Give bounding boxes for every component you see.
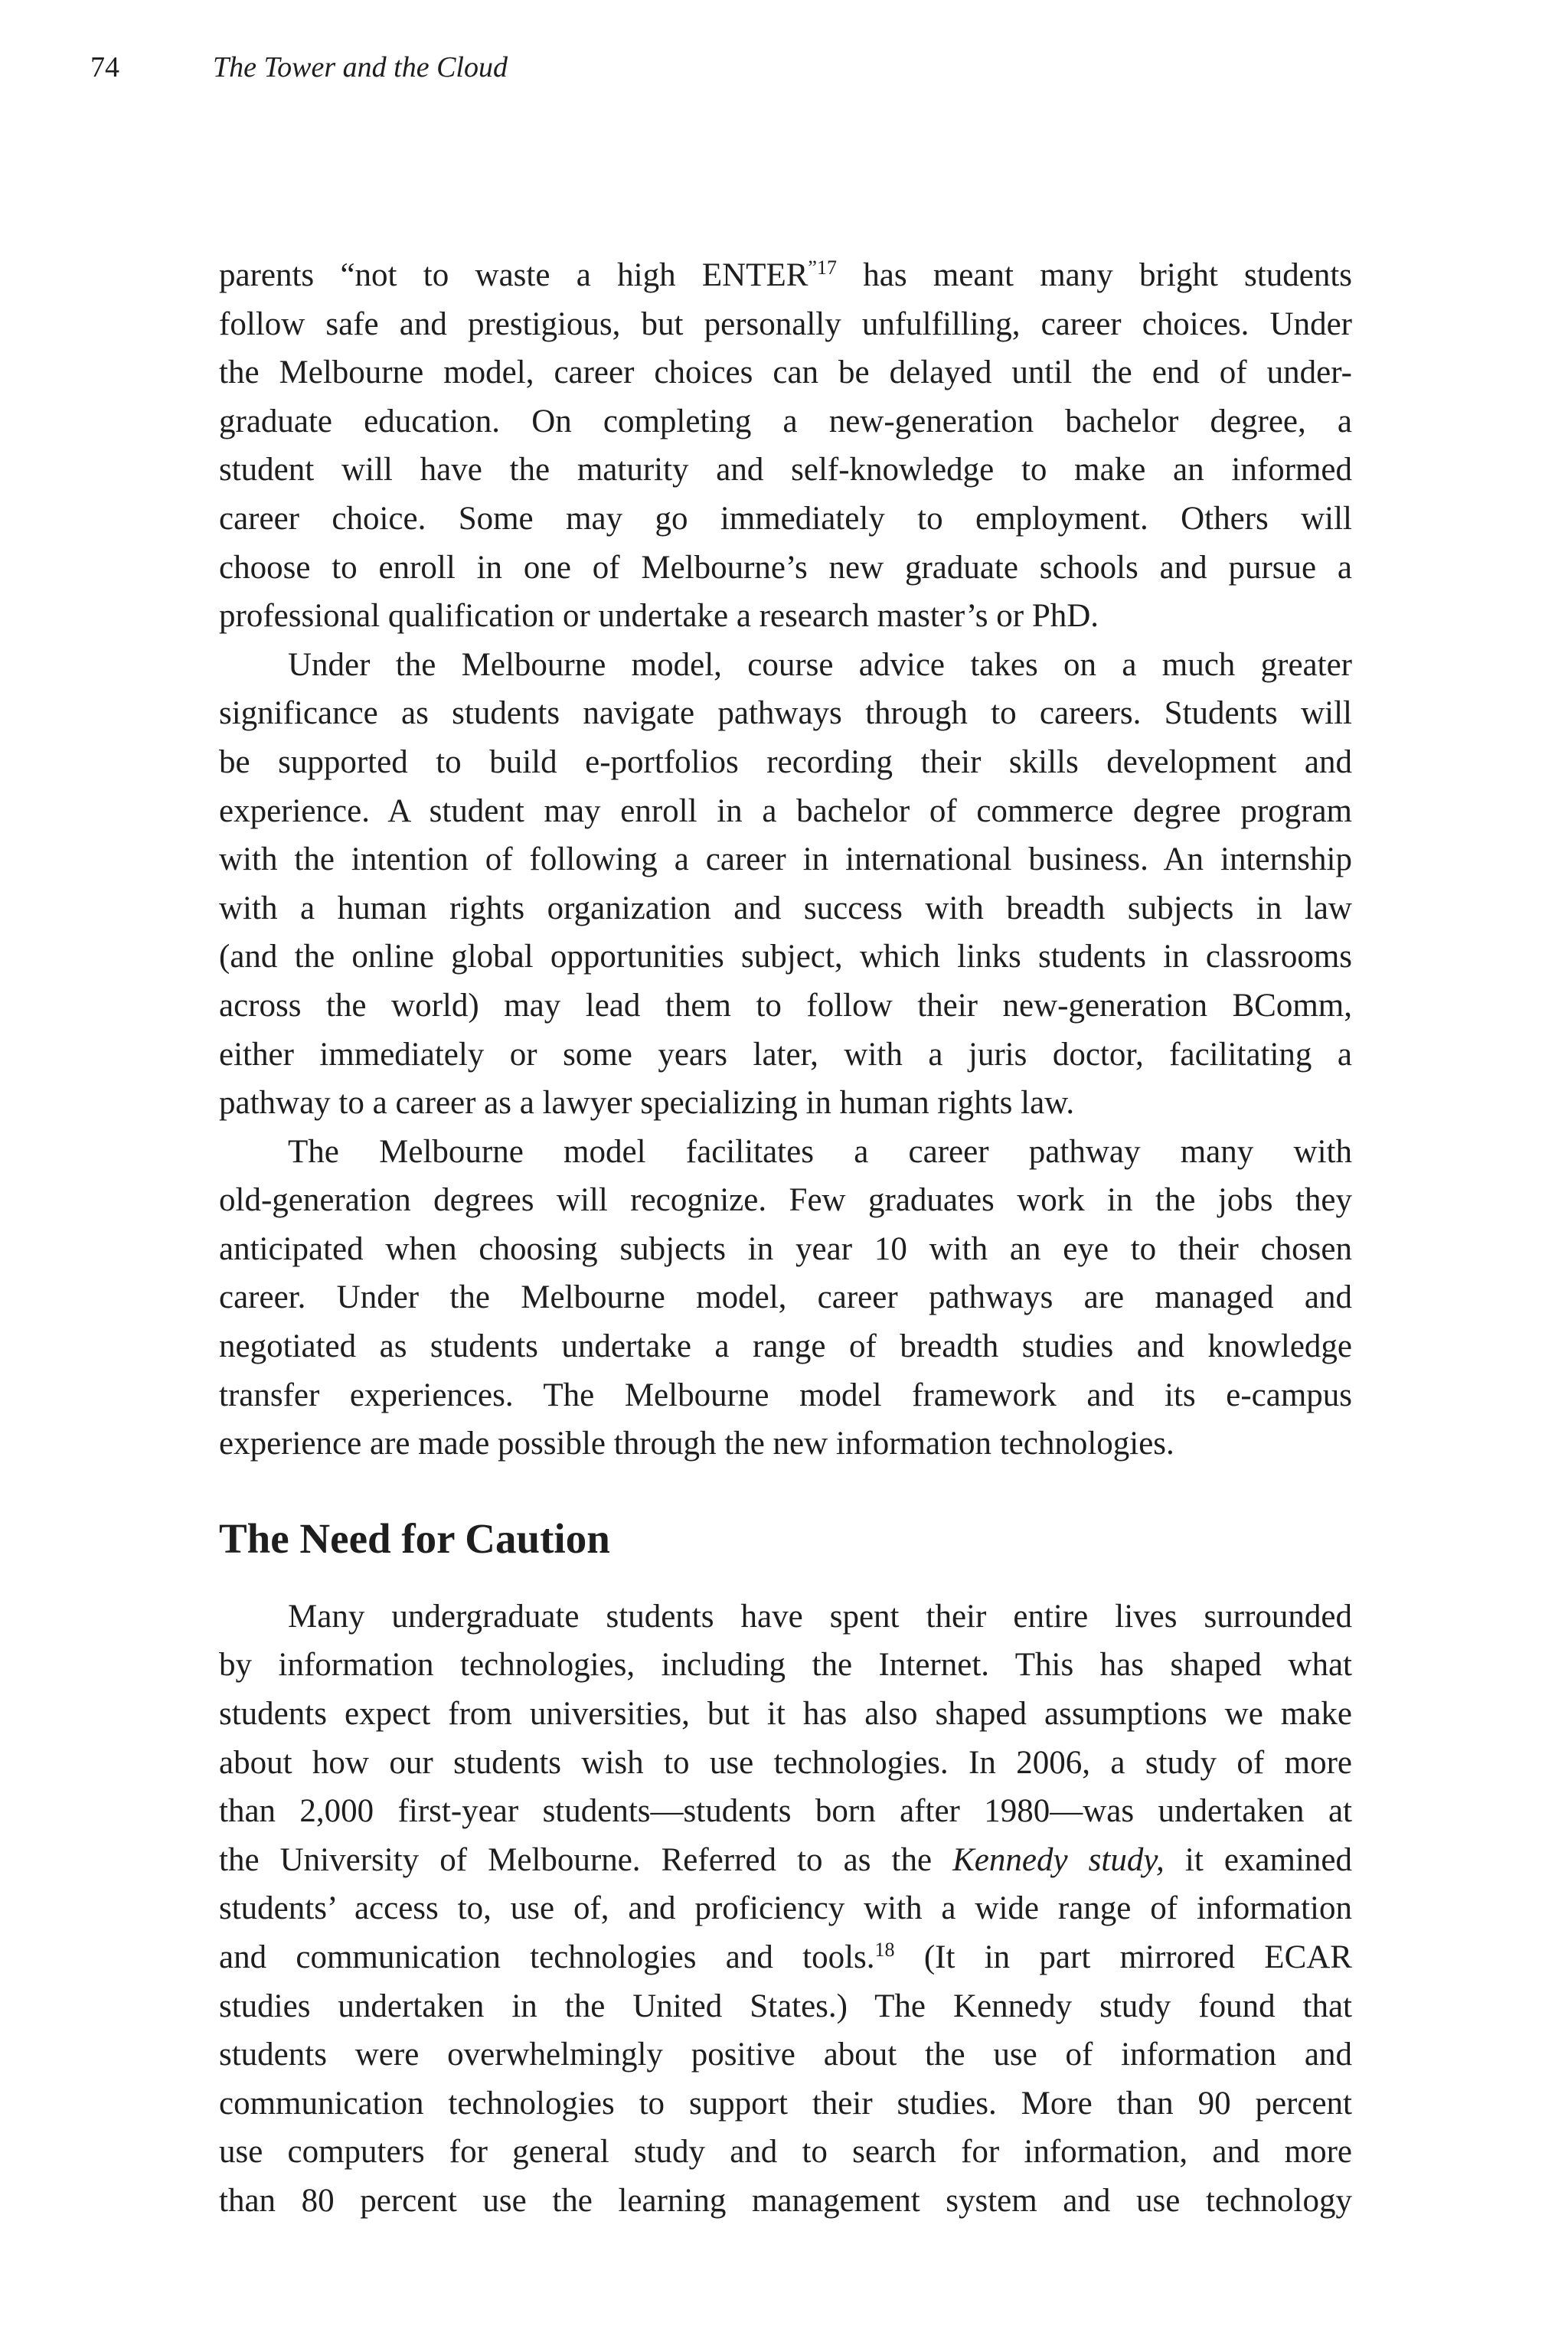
text-line: experience. A student may enroll in a bachelor of commerce degree program [219,792,1352,829]
text-line: choose to enroll in one of Melbourne’s new graduate schools and pursue a [219,549,1352,586]
text-line [219,251,1352,300]
text-line: student will have the maturity and self-knowledge to make an informed [219,452,1352,488]
text-line: than 2,000 first-year students—students born after 1980—was undertaken at [219,1793,1352,1830]
footnote-ref-18: 18 [874,1939,895,1961]
text-line: negotiated as students undertake a range of breadth studies and knowledge [219,1328,1352,1365]
text-line: be supported to build e-portfolios recording their skills development and [219,743,1352,780]
text-line: with a human rights organization and success with breadth subjects in law [219,890,1352,926]
paragraph-2 [219,641,1352,1128]
text-line: career. Under the Melbourne model, career pathways are managed and [219,1279,1352,1316]
text-span: and communication technologies and tools. [219,1939,875,1975]
text-line: than 80 percent use the learning management system and use technology [219,2182,1352,2219]
body-text [219,251,1352,2226]
footnote-ref-17: ”17 [808,256,837,279]
text-span: parents “not to waste a high ENTER [219,257,808,293]
text-line: studies undertaken in the United States.) The Kennedy study found that [219,1988,1352,2024]
page-number: 74 [90,51,119,83]
text-span: the University of Melbourne. Referred to as the [219,1841,953,1878]
text-line: transfer experiences. The Melbourne model framework and its e-campus [219,1377,1352,1413]
text-line: (and the online global opportunities subject, which links students in classrooms [219,939,1352,975]
text-line: career choice. Some may go immediately to employment. Others will [219,500,1352,537]
text-line: follow safe and prestigious, but personally unfulfilling, career choices. Under [219,305,1352,342]
paragraph-4 [219,1592,1352,2226]
text-span: it examined [1164,1841,1352,1878]
text-line: anticipated when choosing subjects in year 10 with an eye to their chosen [219,1230,1352,1267]
text-line: the Melbourne model, career choices can be delayed until the end of under- [219,354,1352,391]
text-line: professional qualification or undertake a research master’s or PhD. [219,598,1099,635]
text-line: about how our students wish to use technologies. In 2006, a study of more [219,1744,1352,1781]
section-heading: The Need for Caution [219,1514,610,1562]
text-line: graduate education. On completing a new-generation bachelor degree, a [219,403,1352,439]
text-line: students were overwhelmingly positive about the use of information and [219,2037,1352,2073]
text-span: (It in part mirrored ECAR [894,1939,1352,1975]
text-line [219,1933,1352,1982]
text-line: Under the Melbourne model, course advice takes on a much greater [288,646,1352,683]
text-line: Many undergraduate students have spent their entire lives surrounded [288,1598,1352,1635]
paragraph-3 [219,1128,1352,1468]
italic-study-name: Kennedy study, [952,1841,1165,1878]
text-line [219,1836,1352,1885]
text-line: across the world) may lead them to follow their new-generation BComm, [219,987,1352,1024]
text-line: use computers for general study and to search for information, and more [219,2134,1352,2171]
text-span: has meant many bright students [836,257,1353,293]
text-line: either immediately or some years later, with a juris doctor, facilitating a [219,1036,1352,1073]
running-head [90,49,508,86]
text-line: by information technologies, including the Internet. This has shaped what [219,1647,1352,1684]
text-line: communication technologies to support their studies. More than 90 percent [219,2085,1352,2122]
text-line: old-generation degrees will recognize. Few graduates work in the jobs they [219,1182,1352,1219]
text-line: with the intention of following a career in international business. An internship [219,841,1352,878]
text-line: students expect from universities, but it has also shaped assumptions we make [219,1696,1352,1733]
text-line: experience are made possible through the new information technologies. [219,1426,1174,1462]
text-line: significance as students navigate pathways through to careers. Students will [219,695,1352,732]
paragraph-1 [219,251,1352,641]
text-line: pathway to a career as a lawyer specializing in human rights law. [219,1085,1075,1122]
text-line: students’ access to, use of, and proficiency with a wide range of information [219,1890,1352,1927]
book-title: The Tower and the Cloud [213,51,508,83]
text-line: The Melbourne model facilitates a career pathway many with [288,1133,1352,1170]
